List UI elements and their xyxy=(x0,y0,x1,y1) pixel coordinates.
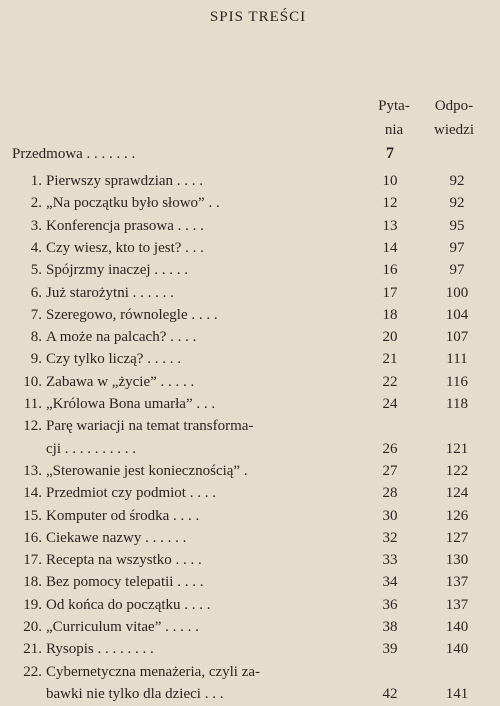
toc-question-page: 14 xyxy=(382,239,398,256)
toc-row xyxy=(0,505,500,527)
toc-label: „Sterowanie jest koniecznością” . xyxy=(46,462,248,479)
toc-answer-page: 140 xyxy=(445,641,469,658)
toc-number: 13. xyxy=(23,462,42,479)
toc-question-page: 36 xyxy=(382,596,398,613)
toc-label: „Królowa Bona umarła” . . . xyxy=(46,396,216,412)
toc-label: „Na początku było słowo” . . xyxy=(46,195,220,212)
toc-answer-page: 97 xyxy=(449,239,465,256)
toc-answer-page: 111 xyxy=(446,351,468,368)
toc-label: Szeregowo, równolegle . . . . xyxy=(46,306,218,323)
toc-answer-page: 104 xyxy=(445,306,469,323)
toc-row xyxy=(0,237,500,259)
toc-question-page: 21 xyxy=(382,351,398,368)
toc-question-page: 33 xyxy=(382,552,398,569)
toc-label: Czy tylko liczą? . . . . . xyxy=(46,351,181,368)
toc-question-page: 38 xyxy=(382,619,398,635)
toc-number: 11. xyxy=(23,396,42,412)
toc-number: 10. xyxy=(23,373,42,390)
toc-row xyxy=(0,393,500,415)
toc-number: 21. xyxy=(23,641,42,658)
toc-label: Konferencja prasowa . . . . xyxy=(46,217,204,234)
toc-question-page: 10 xyxy=(382,173,398,189)
column-header-questions: Pyta- nia xyxy=(378,98,410,138)
toc-answer-page: 92 xyxy=(449,195,465,212)
toc-number: 2. xyxy=(30,195,42,212)
toc-row xyxy=(0,326,500,348)
toc-question-page: 7 xyxy=(386,145,394,162)
toc-question-page: 18 xyxy=(382,306,398,323)
toc-answer-page: 92 xyxy=(449,173,465,189)
toc-number: 16. xyxy=(23,529,42,546)
toc-number: 19. xyxy=(23,596,42,613)
toc-row xyxy=(0,371,500,393)
toc-question-page: 42 xyxy=(382,685,398,702)
toc-label: „Curriculum vitae” . . . . . xyxy=(46,619,199,635)
toc-answer-page: 97 xyxy=(449,262,465,279)
toc-label: Rysopis . . . . . . . . xyxy=(46,641,154,658)
toc-label: Cybernetyczna menażeria, czyli za- xyxy=(46,663,261,680)
toc-row xyxy=(0,527,500,549)
toc-row xyxy=(0,549,500,571)
toc-number: 18. xyxy=(23,574,42,591)
toc-label: Parę wariacji na temat transforma- xyxy=(46,418,254,435)
toc-row xyxy=(0,482,500,504)
toc-number: 8. xyxy=(30,329,42,346)
toc-label: cji . . . . . . . . . . xyxy=(46,440,136,457)
toc-row xyxy=(0,304,500,326)
toc-label: Recepta na wszystko . . . . xyxy=(46,552,202,569)
toc-row-preface xyxy=(0,143,500,165)
toc-answer-page: 137 xyxy=(445,596,469,613)
toc-row xyxy=(0,571,500,593)
toc-label: Komputer od środka . . . . xyxy=(46,507,200,524)
toc-question-page: 34 xyxy=(382,574,398,591)
toc-question-page: 30 xyxy=(382,507,398,524)
toc-answer-page: 95 xyxy=(449,217,465,234)
toc-answer-page: 122 xyxy=(445,462,469,479)
toc-label: Spójrzmy inaczej . . . . . xyxy=(46,262,189,279)
toc-answer-page: 127 xyxy=(445,529,469,546)
toc-label: Zabawa w „życie” . . . . . xyxy=(46,373,195,390)
toc-label: Bez pomocy telepatii . . . . xyxy=(46,574,204,591)
toc-answer-page: 100 xyxy=(445,284,469,301)
toc-label: Czy wiesz, kto to jest? . . . xyxy=(46,239,204,256)
toc-row xyxy=(0,438,500,460)
toc-label: Pierwszy sprawdzian . . . . xyxy=(46,173,204,189)
toc-answer-page: 130 xyxy=(445,552,469,569)
toc-number: 9. xyxy=(30,351,42,368)
toc-question-page: 17 xyxy=(382,284,398,301)
toc-row xyxy=(0,192,500,214)
toc-label: Już starożytni . . . . . . xyxy=(46,284,174,301)
toc-answer-page: 121 xyxy=(445,440,469,457)
toc-row xyxy=(0,259,500,281)
toc-label: Przedmowa . . . . . . . xyxy=(12,146,136,162)
toc-number: 22. xyxy=(23,663,42,680)
toc-row xyxy=(0,638,500,660)
toc-answer-page: 124 xyxy=(445,485,469,502)
toc-number: 14. xyxy=(23,485,42,502)
toc-answer-page: 137 xyxy=(445,574,469,591)
toc-question-page: 27 xyxy=(382,462,398,479)
toc-number: 4. xyxy=(30,239,42,256)
toc-question-page: 13 xyxy=(382,217,398,234)
toc-number: 6. xyxy=(30,284,42,301)
toc-row xyxy=(0,215,500,237)
toc-question-page: 22 xyxy=(382,373,398,390)
toc-question-page: 32 xyxy=(382,529,398,546)
toc-number: 17. xyxy=(23,552,42,569)
toc-answer-page: 107 xyxy=(445,329,469,346)
toc-question-page: 20 xyxy=(382,329,398,346)
toc-answer-page: 126 xyxy=(445,507,469,524)
toc-question-page: 26 xyxy=(382,440,398,457)
toc-question-page: 28 xyxy=(382,485,398,502)
toc-number: 12. xyxy=(23,418,42,435)
toc-question-page: 39 xyxy=(382,641,398,658)
toc-label: Ciekawe nazwy . . . . . . xyxy=(46,529,187,546)
toc-number: 3. xyxy=(30,217,42,234)
toc-answer-page: 116 xyxy=(446,373,468,390)
toc-row xyxy=(0,683,500,705)
toc-number: 7. xyxy=(30,306,42,323)
toc-number: 15. xyxy=(23,507,42,524)
toc-label: Przedmiot czy podmiot . . . . xyxy=(46,485,216,502)
toc-row xyxy=(0,170,500,192)
toc-question-page: 24 xyxy=(382,396,398,412)
toc-number: 20. xyxy=(23,619,42,635)
toc-row xyxy=(0,348,500,370)
toc-question-page: 16 xyxy=(382,262,398,279)
toc-number: 1. xyxy=(30,173,42,189)
toc-number: 5. xyxy=(30,262,42,279)
toc-row xyxy=(0,594,500,616)
toc-label: bawki nie tylko dla dzieci . . . xyxy=(46,685,224,702)
toc-answer-page: 140 xyxy=(445,619,469,635)
toc-row xyxy=(0,460,500,482)
toc-answer-page: 118 xyxy=(446,396,468,412)
toc-row xyxy=(0,616,500,638)
toc-label: A może na palcach? . . . . xyxy=(46,329,197,346)
toc-question-page: 12 xyxy=(382,195,398,212)
column-header-answers: Odpo- wiedzi xyxy=(434,98,474,138)
toc-row xyxy=(0,415,500,437)
toc-label: Od końca do początku . . . . xyxy=(46,596,211,613)
toc-row xyxy=(0,282,500,304)
toc-row xyxy=(0,661,500,683)
toc-answer-page: 141 xyxy=(445,685,469,702)
page-title: SPIS TREŚCI xyxy=(209,9,307,25)
